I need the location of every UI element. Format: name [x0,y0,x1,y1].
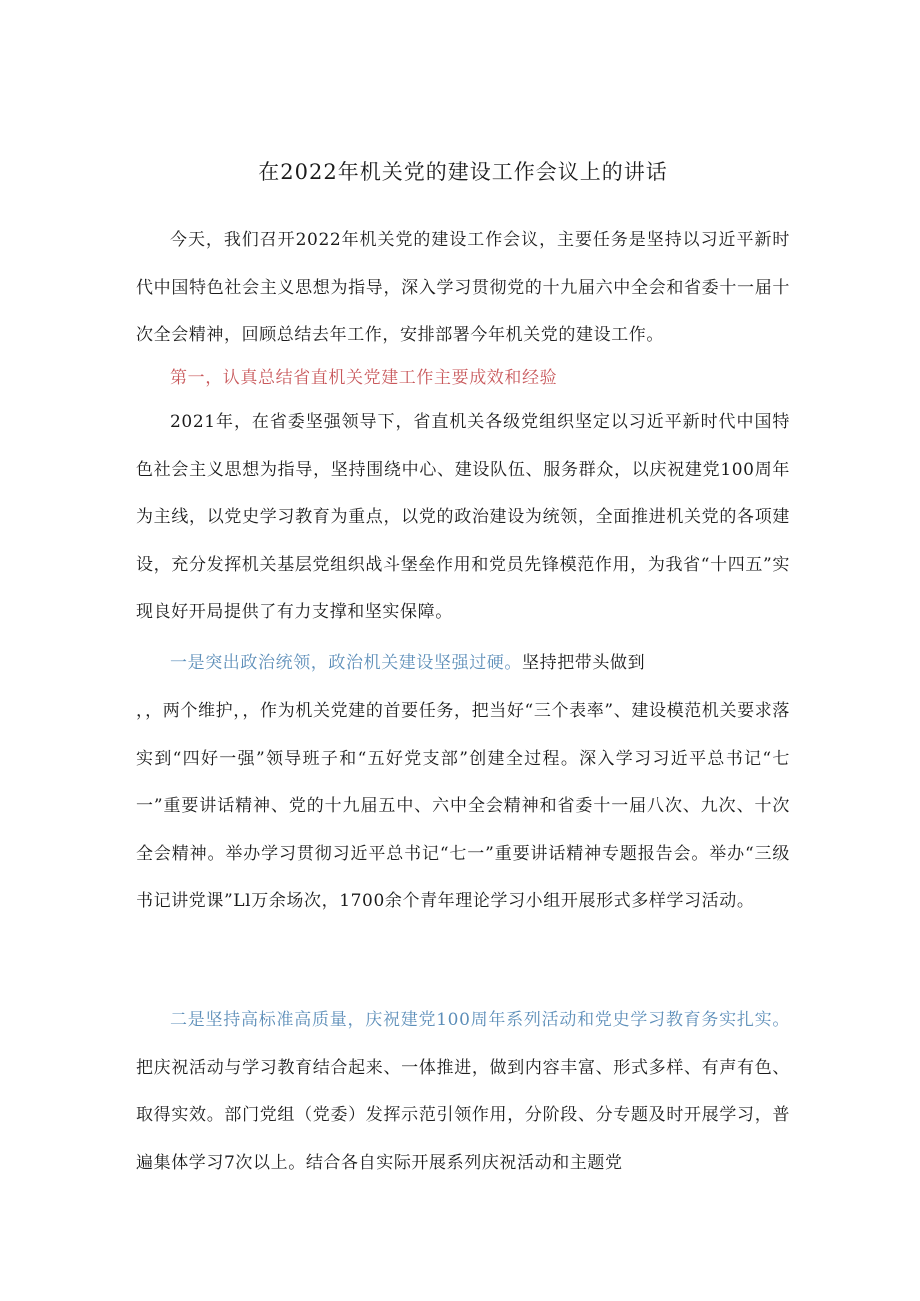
item1-lead-paragraph [136,640,790,688]
item2-body: 把庆祝活动与学习教育结合起来、一体推进，做到内容丰富、形式多样、有声有色、取得实效。部门党组（党委）发挥示范引领作用，分阶段、分专题及时开展学习，普遍集体学习7次以上。结合各自实际开展系列庆祝活动和主题党 [136,1057,790,1173]
item1-lead: 坚持把带头做到 [522,653,646,673]
item2-paragraph [136,997,790,1187]
section1-heading: 第一，认真总结省直机关党建工作主要成效和经验 [170,368,558,388]
item1-heading: 一是突出政治统领，政治机关建设坚强过硬。 [170,653,522,673]
item1-body: ，，两个维护，，作为机关党建的首要任务，把当好“三个表率”、建设模范机关要求落实到“四好一强”领导班子和“五好党支部”创建全过程。深入学习习近平总书记“七一”重要讲话精神、党的十九届五中、六中全会精神和省委十一届八次、九次、十次全会精神。举办学习贯彻习近平总书记“七一”重要讲话精神专题报告会。举办“三级书记讲党课”Ll万余场次，1700余个青年理论学习小组开展形式多样学习活动。 [136,701,790,911]
intro-paragraph: 今天，我们召开2022年机关党的建设工作会议，主要任务是坚持以习近平新时代中国特色社会主义思想为指导，深入学习贯彻党的十九届六中全会和省委十一届十次全会精神，回顾总结去年工作，安排部署今年机关党的建设工作。 [136,230,790,345]
item2-heading: 二是坚持高标准高质量，庆祝建党100周年系列活动和党史学习教育务实扎实。 [170,1010,790,1030]
paragraph-2021: 2021年，在省委坚强领导下，省直机关各级党组织坚定以习近平新时代中国特色社会主义思想为指导，坚持围绕中心、建设队伍、服务群众，以庆祝建党100周年为主线，以党史学习教育为重点，以党的政治建设为统领，全面推进机关党的各项建设，充分发挥机关基层党组织战斗堡垒作用和党员先锋模范作用，为我省“十四五”实现良好开局提供了有力支撑和坚实保障。 [136,412,790,622]
document-title: 在2022年机关党的建设工作会议上的讲话 [258,160,668,184]
